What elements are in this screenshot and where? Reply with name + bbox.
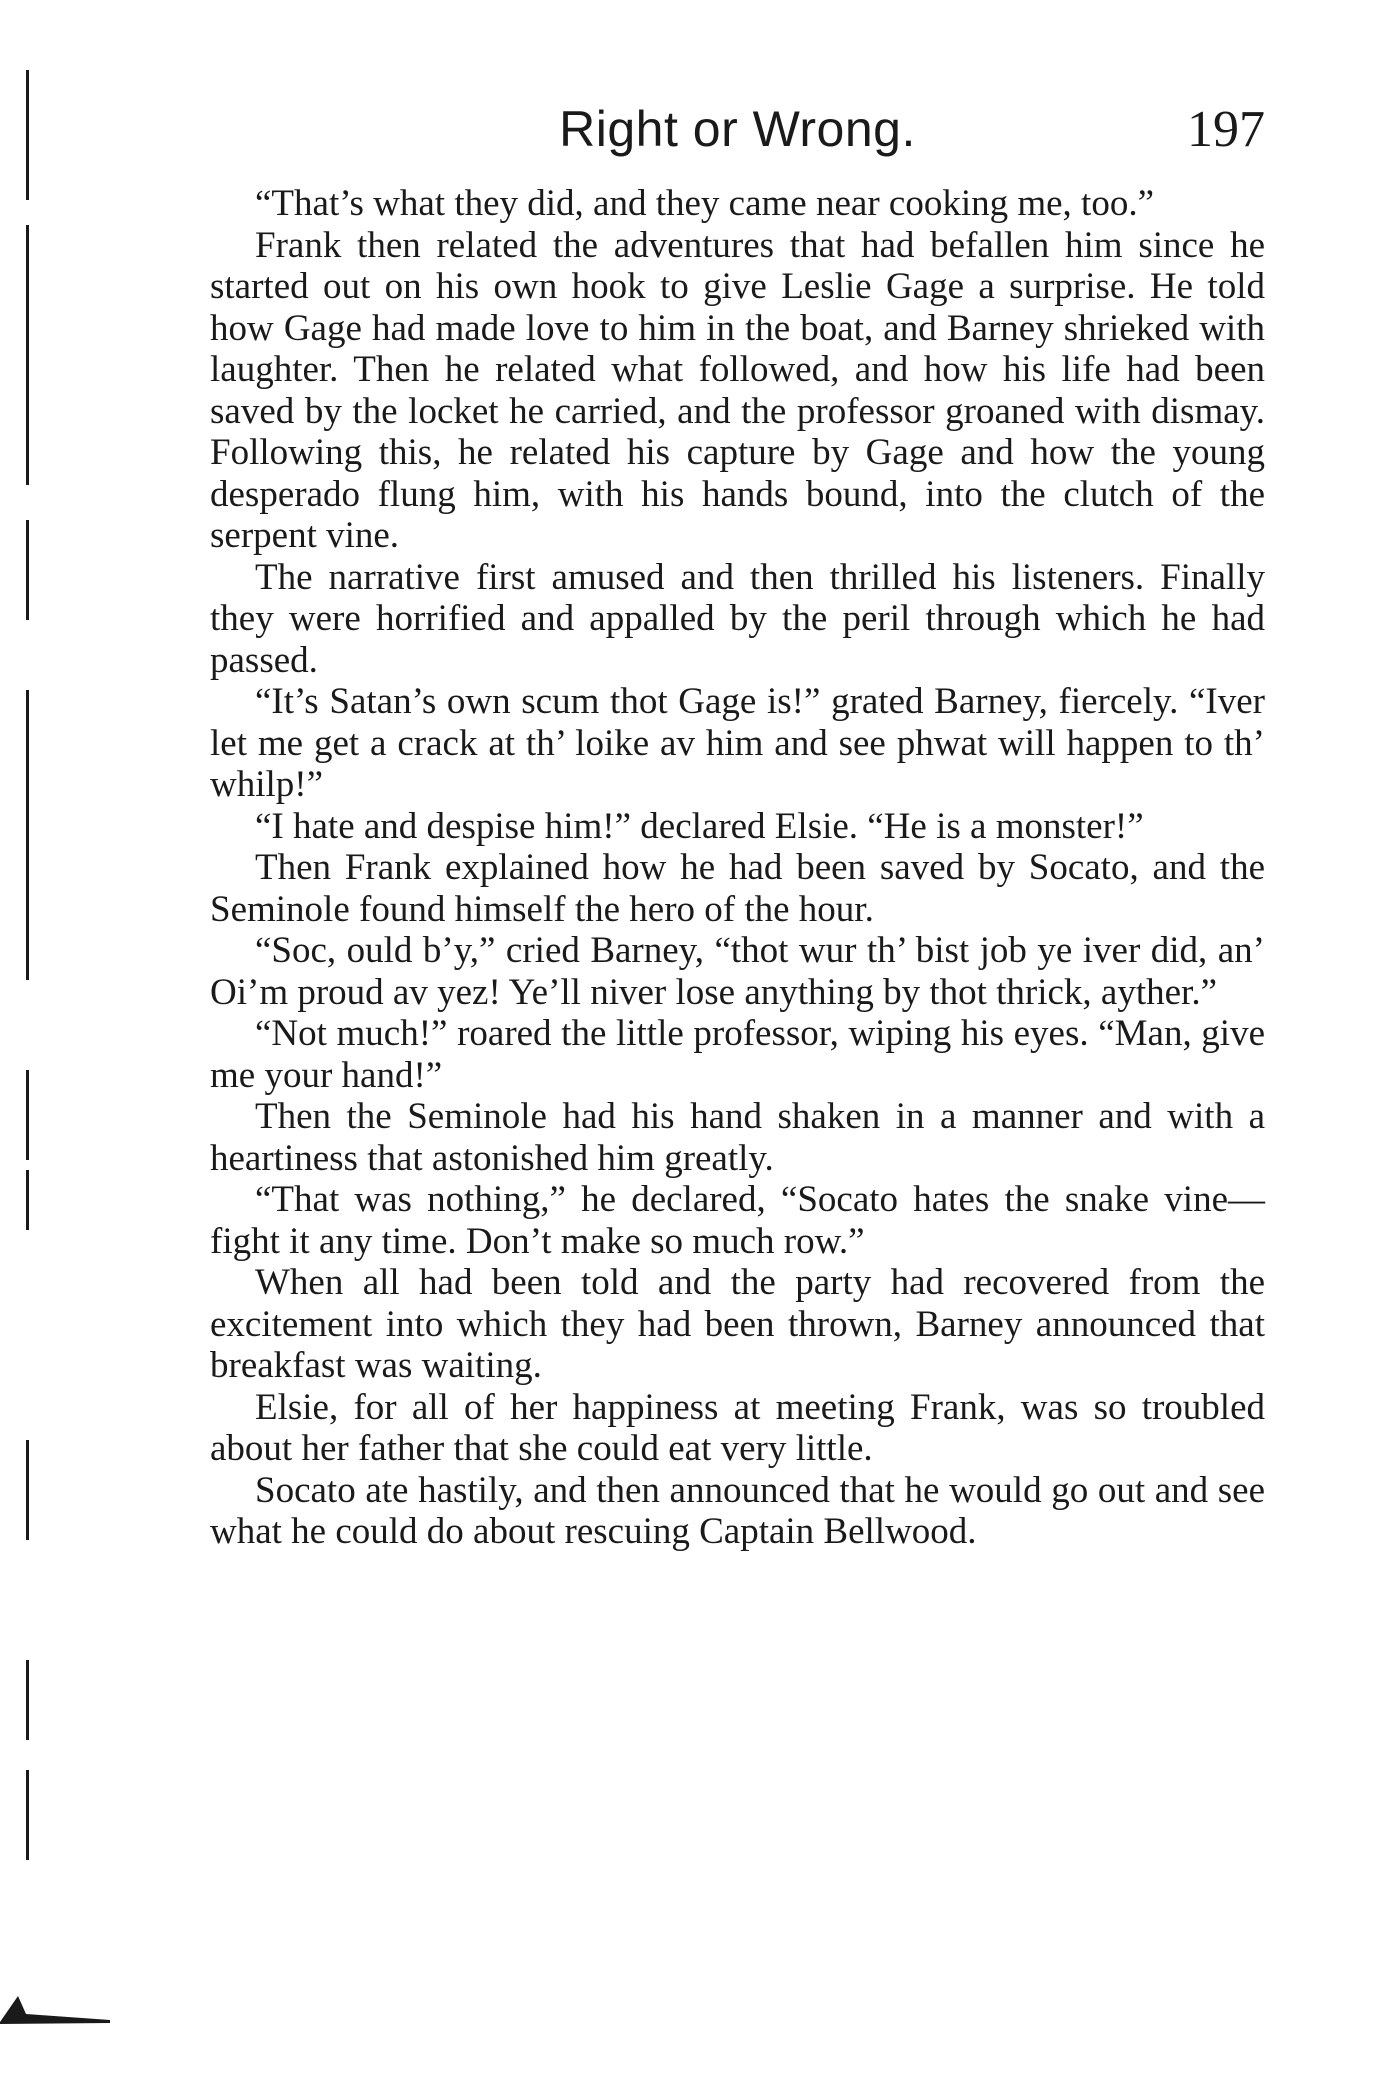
margin-rule [26,1070,29,1160]
paragraph: “Not much!” roared the little professor, wiping his eyes. “Man, give me your hand!” [210,1013,1265,1096]
paragraph: “That’s what they did, and they came near cooking me, too.” [255,183,1155,224]
paragraph: Socato ate hastily, and then announced that he would go out and see what he could do about rescuing Captain Bellwood. [210,1469,1265,1552]
margin-rule [26,1440,29,1540]
margin-rule [26,690,29,980]
paragraph: “Soc, ould b’y,” cried Barney, “thot wur th’ bist job ye iver did, an’ Oi’m proud av yez! Ye’ll niver lose anything by thot thrick, ayther.” [210,930,1265,1013]
paragraph: Frank then related the adventures that had befallen him since he started out on his own hook to give Leslie Gage a surprise. He told how Gage had made love to him in the boat, and Barney shrieked with laughter. Then he related what followed, and how his life had been saved by the locket he carried, and the professor groaned with dismay. Following this, he related his capture by Gage and how the young desperado flung him, with his hands bound, into the clutch of the serpent vine. [210,224,1265,556]
paragraph: “I hate and despise him!” declared Elsie. “He is a monster!” [255,805,1144,847]
paragraph: When all had been told and the party had recovered from the excitement into which they had been thrown, Barney announced that breakfast was waiting. [210,1262,1265,1386]
running-head [210,100,1265,170]
paragraph: The narrative first amused and then thrilled his listeners. Finally they were horrified and appalled by the peril through which he had passed. [210,556,1265,681]
paragraph: Then Frank explained how he had been saved by Socato, and the Seminole found himself the hero of the hour. [210,847,1265,930]
margin-rule [26,520,29,620]
paragraph: Elsie, for all of her happiness at meeting Frank, was so troubled about her father that she could eat very little. [210,1386,1265,1469]
margin-rule [26,225,29,485]
paragraph: “That was nothing,” he declared, “Socato hates the snake vine—fight it any time. Don’t make so much row.” [210,1179,1265,1262]
margin-rule [26,1770,29,1860]
paragraph: “It’s Satan’s own scum thot Gage is!” grated Barney, fiercely. “Iver let me get a crack at th’ loike av him and see phwat will happen to th’ whilp!” [210,681,1265,805]
page-number: 197 [1187,101,1265,158]
text-body [210,183,1265,1553]
paragraph: Then the Seminole had his hand shaken in a manner and with a heartiness that astonished him greatly. [210,1096,1265,1179]
margin-rule [26,1170,29,1230]
margin-rule [26,70,29,200]
margin-rule [26,1660,29,1740]
page-corner-mark-icon [0,1990,110,2030]
running-title: Right or Wrong. [559,101,916,157]
